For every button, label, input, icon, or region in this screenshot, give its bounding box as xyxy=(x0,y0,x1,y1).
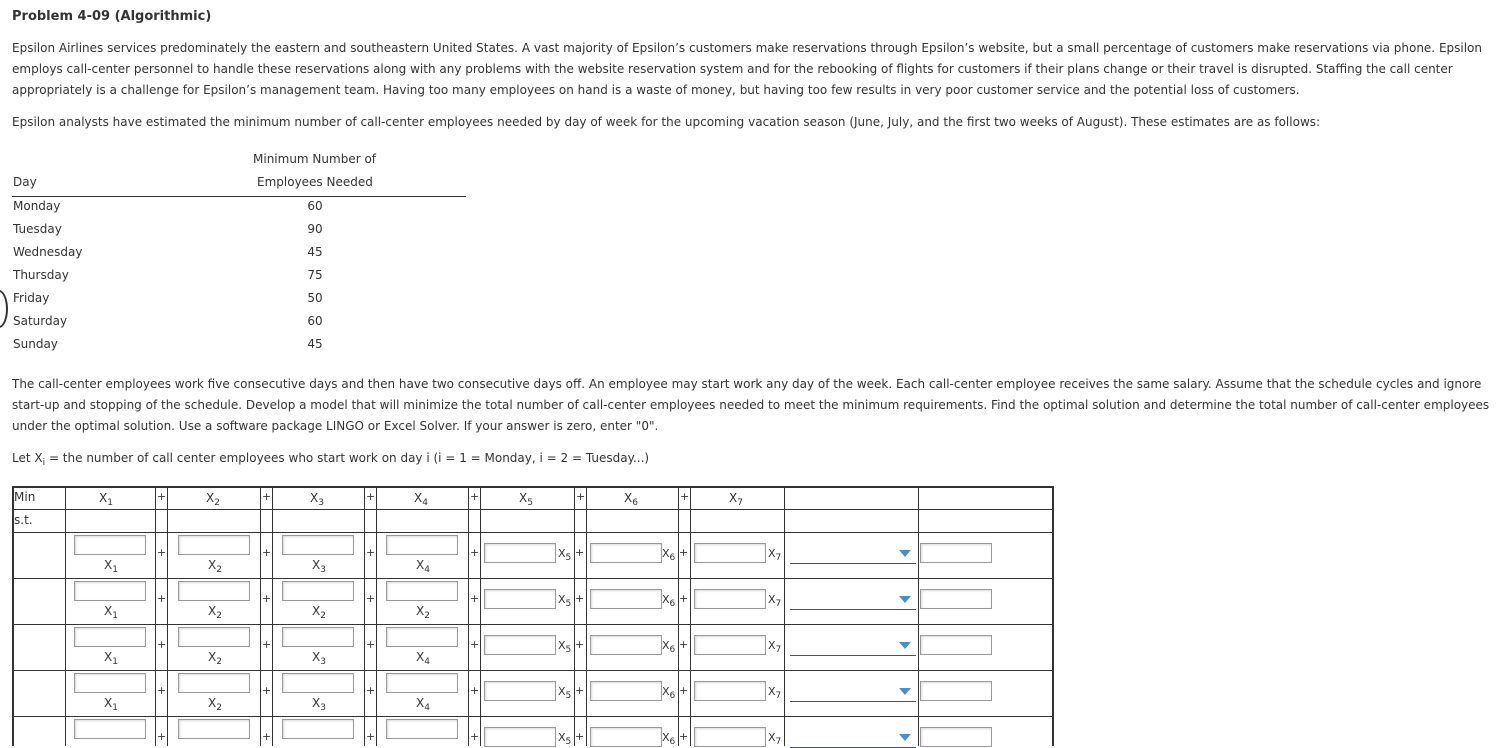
constraint-var-label: $X_1$ xyxy=(104,696,118,713)
coefficient-input[interactable] xyxy=(590,635,662,655)
plus-sign: + xyxy=(575,638,585,651)
plus-sign: + xyxy=(366,638,376,651)
plus-sign: + xyxy=(679,592,689,605)
relation-dropdown[interactable] xyxy=(790,728,916,748)
grid-hline xyxy=(12,509,1052,510)
plus-sign: + xyxy=(366,592,376,605)
objective-var-label: $X_4$ xyxy=(414,491,428,508)
coefficient-input[interactable] xyxy=(282,719,354,739)
table-row xyxy=(0,337,470,360)
rhs-input[interactable] xyxy=(920,589,992,609)
plus-sign: + xyxy=(262,684,272,697)
constraint-var-label: $X_2$ xyxy=(312,604,326,621)
relation-dropdown[interactable] xyxy=(790,590,916,610)
grid-hline xyxy=(12,624,1052,625)
grid-vline xyxy=(678,486,679,746)
coefficient-input[interactable] xyxy=(74,581,146,601)
table-cell-min-employees: 60 xyxy=(307,199,323,213)
coefficient-input[interactable] xyxy=(694,635,766,655)
relation-dropdown[interactable] xyxy=(790,544,916,564)
objective-var-label: $X_1$ xyxy=(99,491,113,508)
plus-sign: + xyxy=(366,730,376,743)
coefficient-input[interactable] xyxy=(74,673,146,693)
coefficient-input[interactable] xyxy=(386,581,458,601)
constraint-var-label: $X_7$ xyxy=(768,731,782,747)
coefficient-input[interactable] xyxy=(74,535,146,555)
constraint-var-label: $X_4$ xyxy=(416,696,430,713)
coefficient-input[interactable] xyxy=(74,627,146,647)
plus-sign: + xyxy=(262,638,272,651)
coefficient-input[interactable] xyxy=(484,681,556,701)
coefficient-input[interactable] xyxy=(282,535,354,555)
constraint-var-label: $X_3$ xyxy=(312,558,326,575)
coefficient-input[interactable] xyxy=(178,535,250,555)
plus-sign: + xyxy=(470,546,480,559)
grid-hline xyxy=(12,578,1052,579)
constraints-st-label: s.t. xyxy=(14,513,33,527)
table-row xyxy=(0,199,470,222)
plus-sign: + xyxy=(575,592,585,605)
grid-vline xyxy=(364,486,365,746)
table-row xyxy=(0,268,470,291)
coefficient-input[interactable] xyxy=(178,719,250,739)
chevron-down-icon xyxy=(899,596,911,603)
constraint-var-label: $X_7$ xyxy=(768,593,782,609)
table-header-employees-needed: Employees Needed xyxy=(257,175,373,189)
constraint-var-label: $X_5$ xyxy=(558,639,572,655)
table-cell-day: Thursday xyxy=(13,268,69,282)
grid-vline xyxy=(468,486,469,746)
coefficient-input[interactable] xyxy=(386,627,458,647)
coefficient-input[interactable] xyxy=(590,681,662,701)
objective-min-label: Min xyxy=(14,490,36,504)
coefficient-input[interactable] xyxy=(590,727,662,747)
coefficient-input[interactable] xyxy=(178,581,250,601)
plus-sign: + xyxy=(262,490,272,503)
plus-sign: + xyxy=(575,730,585,743)
constraint-var-label: $X_2$ xyxy=(416,604,430,621)
constraint-var-label: $X_1$ xyxy=(104,558,118,575)
grid-vline xyxy=(65,486,66,746)
table-cell-min-employees: 60 xyxy=(307,314,323,328)
constraint-var-label: $X_1$ xyxy=(104,650,118,667)
grid-vline xyxy=(272,486,273,746)
grid-vline xyxy=(1052,486,1054,746)
coefficient-input[interactable] xyxy=(590,543,662,563)
objective-var-label: $X_6$ xyxy=(624,491,638,508)
table-header-day: Day xyxy=(13,175,37,189)
grid-vline xyxy=(586,486,587,746)
plus-sign: + xyxy=(157,638,167,651)
coefficient-input[interactable] xyxy=(282,673,354,693)
table-row xyxy=(0,314,470,337)
grid-hline xyxy=(12,716,1052,717)
plus-sign: + xyxy=(575,546,585,559)
coefficient-input[interactable] xyxy=(74,719,146,739)
chevron-down-icon xyxy=(899,550,911,557)
constraint-var-label: $X_5$ xyxy=(558,685,572,701)
table-header-min-number: Minimum Number of xyxy=(253,152,377,166)
relation-dropdown[interactable] xyxy=(790,682,916,702)
constraint-var-label: $X_3$ xyxy=(312,650,326,667)
grid-hline xyxy=(12,486,1052,488)
table-header-rule xyxy=(12,196,466,197)
objective-var-label: $X_7$ xyxy=(729,491,743,508)
constraint-var-label: $X_6$ xyxy=(662,639,676,655)
table-cell-min-employees: 90 xyxy=(307,222,323,236)
plus-sign: + xyxy=(262,592,272,605)
constraint-var-label: $X_6$ xyxy=(662,685,676,701)
objective-var-label: $X_5$ xyxy=(519,491,533,508)
constraint-var-label: $X_2$ xyxy=(208,558,222,575)
plus-sign: + xyxy=(157,490,167,503)
constraint-var-label: $X_5$ xyxy=(558,731,572,747)
grid-vline xyxy=(574,486,575,746)
coefficient-input[interactable] xyxy=(484,589,556,609)
plus-sign: + xyxy=(679,684,689,697)
grid-vline xyxy=(376,486,377,746)
plus-sign: + xyxy=(470,684,480,697)
table-row xyxy=(0,291,470,314)
grid-vline xyxy=(155,486,156,746)
constraint-var-label: $X_4$ xyxy=(416,650,430,667)
constraint-var-label: $X_7$ xyxy=(768,547,782,563)
table-cell-day: Monday xyxy=(13,199,61,213)
coefficient-input[interactable] xyxy=(386,535,458,555)
plus-sign: + xyxy=(470,490,480,503)
table-cell-day: Friday xyxy=(13,291,50,305)
constraint-var-label: $X_5$ xyxy=(558,547,572,563)
coefficient-input[interactable] xyxy=(694,727,766,747)
plus-sign: + xyxy=(366,546,376,559)
table-cell-day: Tuesday xyxy=(13,222,62,236)
plus-sign: + xyxy=(679,546,689,559)
table-cell-min-employees: 45 xyxy=(307,337,323,351)
constraint-var-label: $X_3$ xyxy=(312,696,326,713)
grid-vline xyxy=(260,486,261,746)
plus-sign: + xyxy=(679,730,689,743)
coefficient-input[interactable] xyxy=(484,635,556,655)
grid-hline xyxy=(12,532,1052,533)
chevron-down-icon xyxy=(899,688,911,695)
plus-sign: + xyxy=(680,490,690,503)
relation-dropdown[interactable] xyxy=(790,636,916,656)
plus-sign: + xyxy=(262,730,272,743)
constraint-var-label: $X_2$ xyxy=(208,604,222,621)
coefficient-input[interactable] xyxy=(178,673,250,693)
coefficient-input[interactable] xyxy=(282,581,354,601)
table-cell-min-employees: 50 xyxy=(307,291,323,305)
rhs-input[interactable] xyxy=(920,727,992,747)
rhs-input[interactable] xyxy=(920,681,992,701)
coefficient-input[interactable] xyxy=(282,627,354,647)
constraint-var-label: $X_4$ xyxy=(416,558,430,575)
table-row xyxy=(0,245,470,268)
objective-var-label: $X_2$ xyxy=(206,491,220,508)
coefficient-input[interactable] xyxy=(178,627,250,647)
rhs-input[interactable] xyxy=(920,543,992,563)
plus-sign: + xyxy=(470,730,480,743)
coefficient-input[interactable] xyxy=(386,673,458,693)
table-cell-min-employees: 45 xyxy=(307,245,323,259)
constraint-var-label: $X_6$ xyxy=(662,593,676,609)
coefficient-input[interactable] xyxy=(484,543,556,563)
objective-var-label: $X_3$ xyxy=(310,491,324,508)
plus-sign: + xyxy=(575,684,585,697)
coefficient-input[interactable] xyxy=(694,589,766,609)
plus-sign: + xyxy=(262,546,272,559)
plus-sign: + xyxy=(157,592,167,605)
constraint-var-label: $X_7$ xyxy=(768,639,782,655)
plus-sign: + xyxy=(157,546,167,559)
grid-vline xyxy=(784,486,785,746)
table-cell-day: Sunday xyxy=(13,337,58,351)
table-cell-min-employees: 75 xyxy=(307,268,323,282)
coefficient-input[interactable] xyxy=(694,543,766,563)
plus-sign: + xyxy=(576,490,586,503)
grid-vline xyxy=(167,486,168,746)
problem-paragraph-intro: Epsilon Airlines services predominately the eastern and southeastern United States. A vast majority of Epsilon’s customers make reservations through Epsilon’s website, but a small percentage of customers make reservations via phone. Epsilon employs call-center personnel to handle these reservations along with any problems with the website reservation system and for the rebooking of flights for customers if their plans change or their travel is disrupted. Staffing the call center appropriately is a challenge for Epsilon’s management team. Having too many employees on hand is a waste of money, but having too few results in very poor customer service and the potential loss of customers. xyxy=(12,41,1483,97)
grid-vline xyxy=(918,486,919,746)
problem-paragraph-instructions: The call-center employees work five consecutive days and then have two consecutive days off. An employee may start work any day of the week. Each call-center employee receives the same salary. Assume that the schedule cycles and ignore start-up and stopping of the schedule. Develop a model that will minimize the total number of call-center employees needed to meet the minimum requirements. Find the optimal solution and determine the total number of call-center employees under the optimal solution. Use a software package LINGO or Excel Solver. If your answer is zero, enter "0". xyxy=(12,377,1490,433)
constraint-var-label: $X_1$ xyxy=(104,604,118,621)
constraint-var-label: $X_6$ xyxy=(662,731,676,747)
grid-vline xyxy=(480,486,481,746)
plus-sign: + xyxy=(470,592,480,605)
grid-hline xyxy=(12,670,1052,671)
chevron-down-icon xyxy=(899,734,911,741)
plus-sign: + xyxy=(366,684,376,697)
constraint-var-label: $X_6$ xyxy=(662,547,676,563)
constraint-var-label: $X_2$ xyxy=(208,696,222,713)
chevron-down-icon xyxy=(899,642,911,649)
coefficient-input[interactable] xyxy=(590,589,662,609)
rhs-input[interactable] xyxy=(920,635,992,655)
coefficient-input[interactable] xyxy=(694,681,766,701)
plus-sign: + xyxy=(679,638,689,651)
grid-vline xyxy=(690,486,691,746)
plus-sign: + xyxy=(157,684,167,697)
plus-sign: + xyxy=(157,730,167,743)
plus-sign: + xyxy=(366,490,376,503)
variable-definition: Let $X_i$ = the number of call center employees who start work on day i (i = 1 = Monday, i = 2 = Tuesday...) xyxy=(12,451,650,468)
constraint-var-label: $X_5$ xyxy=(558,593,572,609)
constraint-var-label: $X_7$ xyxy=(768,685,782,701)
table-cell-day: Saturday xyxy=(13,314,68,328)
problem-title: Problem 4-09 (Algorithmic) xyxy=(12,9,212,24)
constraint-var-label: $X_2$ xyxy=(208,650,222,667)
coefficient-input[interactable] xyxy=(484,727,556,747)
problem-paragraph-estimates: Epsilon analysts have estimated the minimum number of call-center employees needed by day of week for the upcoming vacation season (June, July, and the first two weeks of August). These estimates are as follows: xyxy=(12,115,1321,129)
table-cell-day: Wednesday xyxy=(13,245,83,259)
table-row xyxy=(0,222,470,245)
plus-sign: + xyxy=(470,638,480,651)
coefficient-input[interactable] xyxy=(386,719,458,739)
